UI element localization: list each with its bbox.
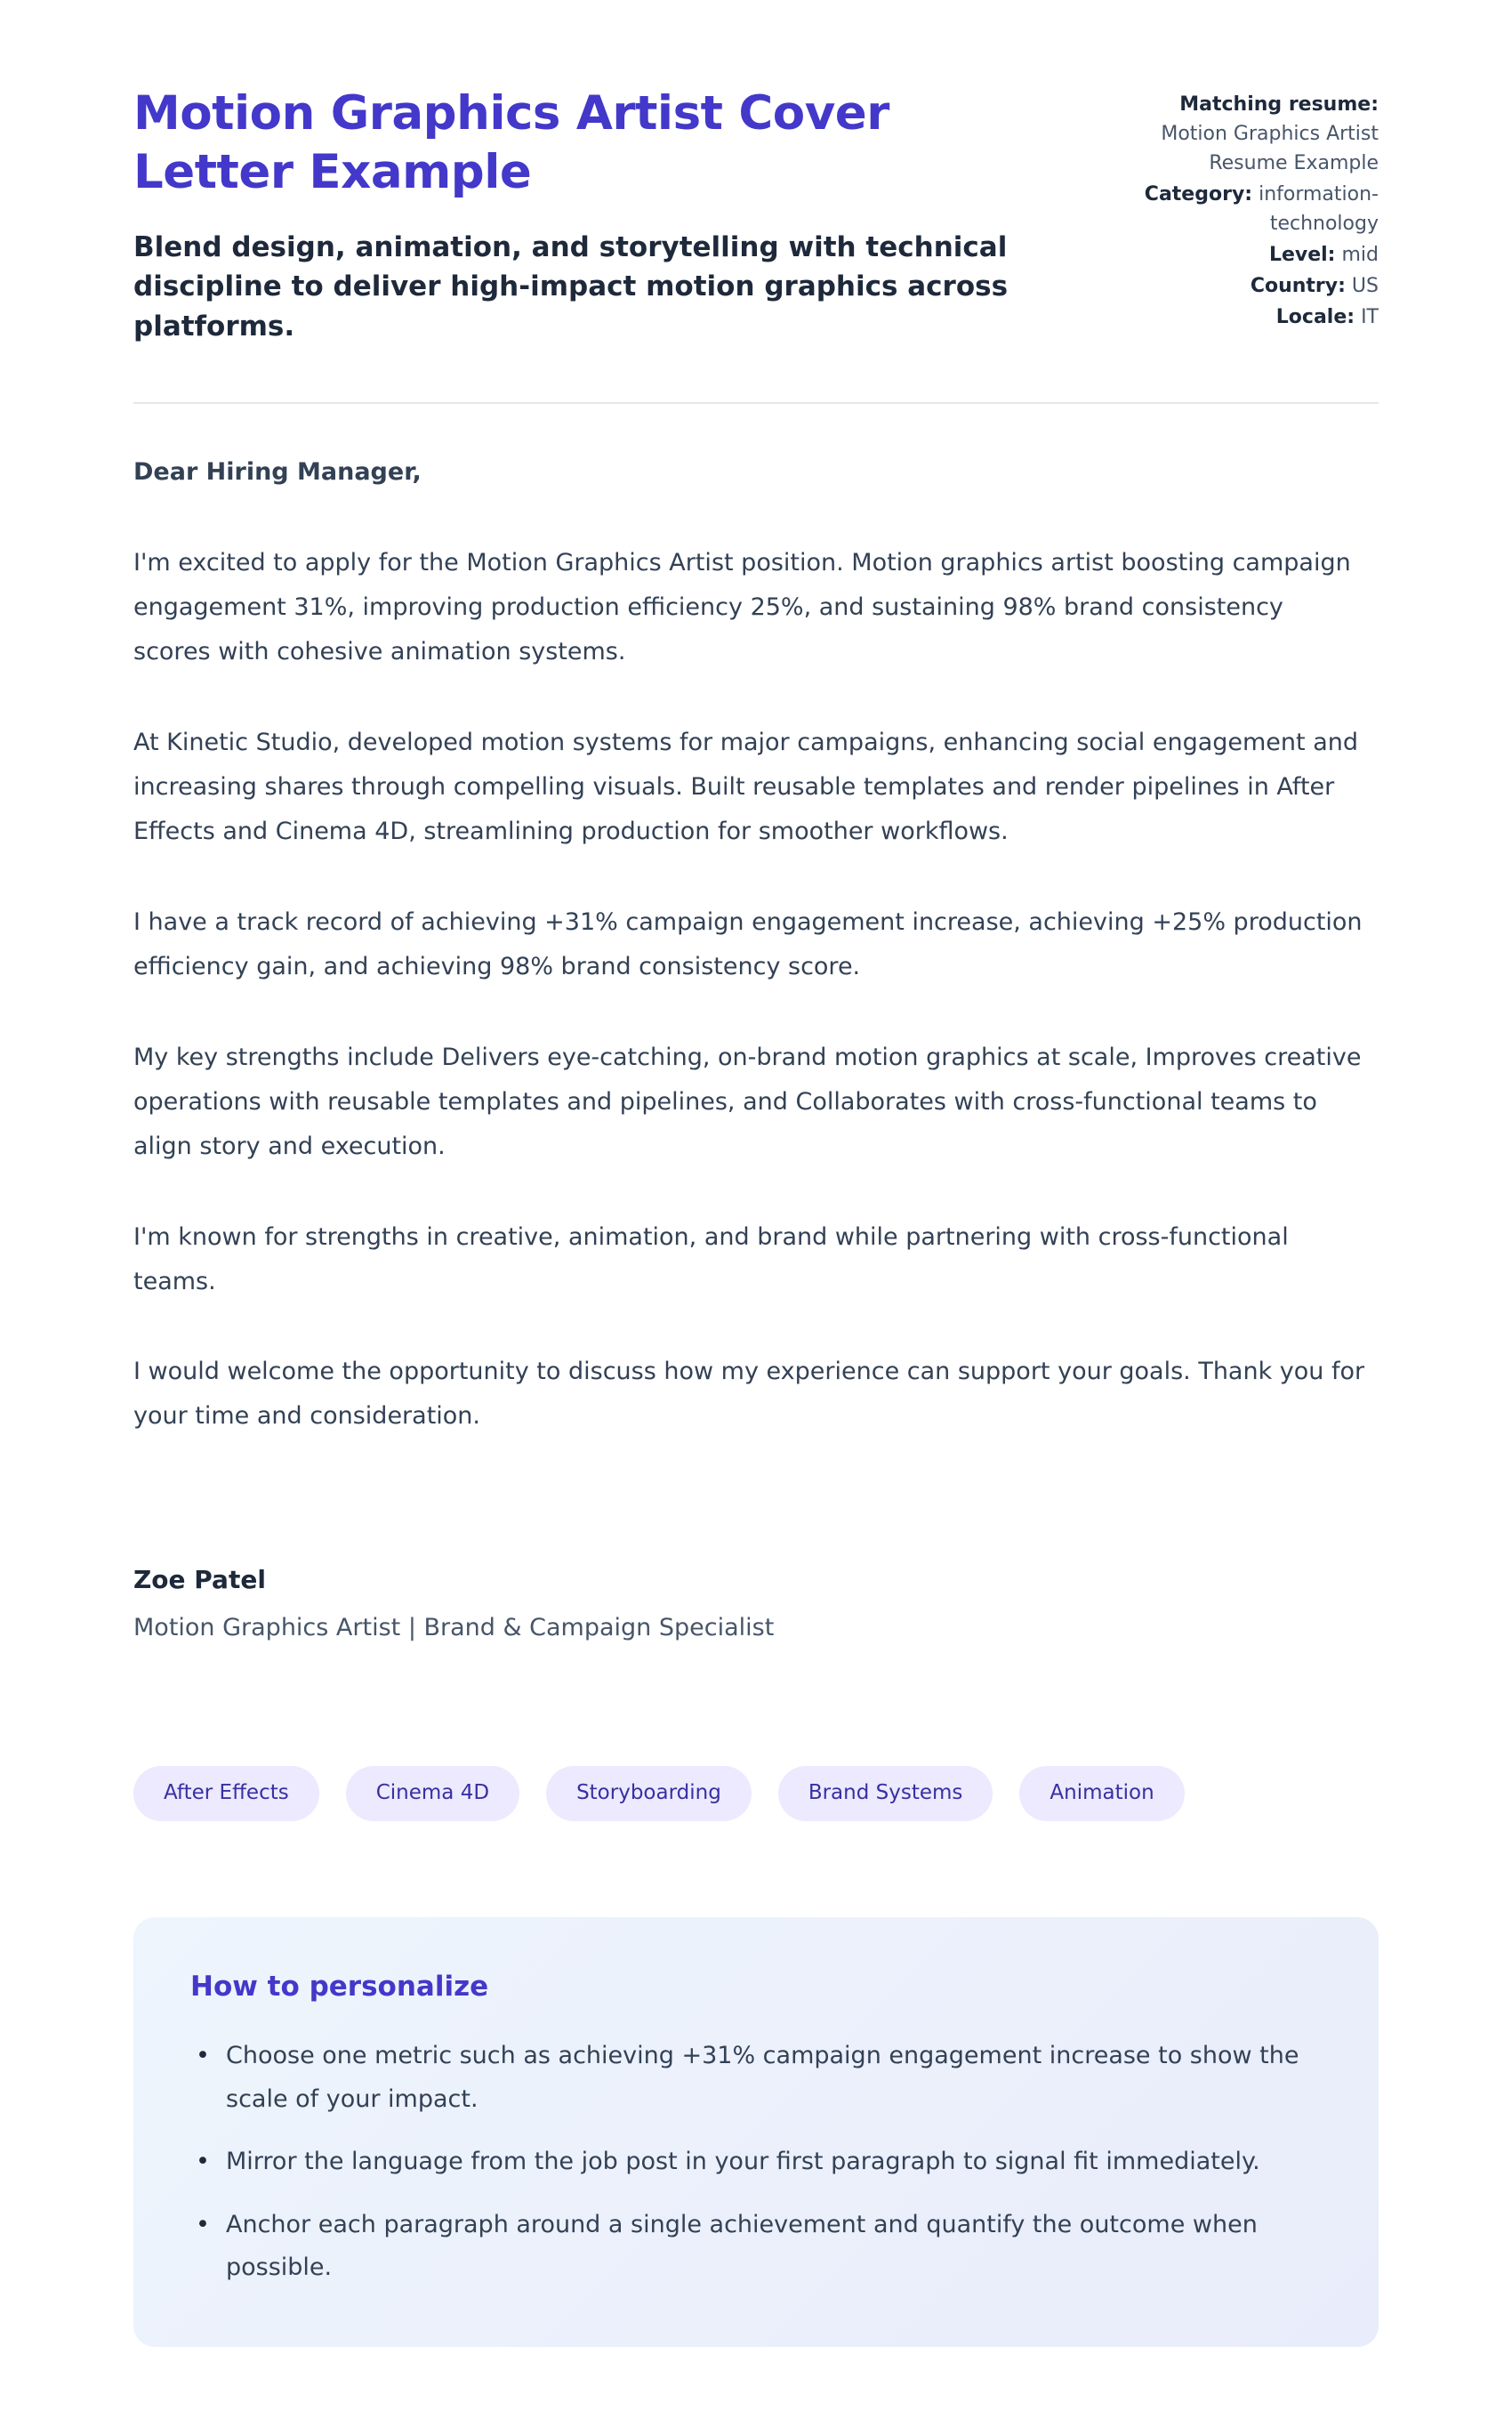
meta-country	[1112, 271, 1379, 301]
tip-item-3: • Anchor each paragraph around a single achievement and quantify the outcome when possible.	[190, 2204, 1322, 2290]
letter-paragraph: I'm known for strengths in creative, animation, and brand while partnering with cross-functional teams.	[133, 1222, 1289, 1295]
signature-name: Zoe Patel	[133, 1565, 266, 1595]
tag-animation: Animation	[1019, 1766, 1184, 1821]
skill-tags	[133, 1766, 1379, 1821]
cover-letter-body	[133, 450, 1365, 1641]
page-subtitle: Blend design, animation, and storytelling with technical discipline to deliver high-impact motion graphics across platforms.	[133, 230, 1009, 343]
meta-locale	[1112, 302, 1379, 332]
letter-paragraph: My key strengths include Delivers eye-catching, on-brand motion graphics at scale, Improves creative operations with reusable templates and pipelines, and Collaborates with cross-functional teams to align story and execution.	[133, 1043, 1362, 1160]
meta-value: US	[1351, 275, 1379, 297]
meta-label: Level:	[1268, 244, 1336, 266]
header-titles	[133, 85, 1032, 347]
tip-item-1: • Choose one metric such as achieving +31% campaign engagement increase to show the scale of your impact.	[190, 2035, 1322, 2121]
letter-paragraph: At Kinetic Studio, developed motion systems for major campaigns, enhancing social engagement and increasing shares through compelling visuals. Built reusable templates and render pipelines in After Effects and Cinema 4D, streamlining production for smoother workflows.	[133, 729, 1358, 845]
meta-label: Locale:	[1275, 306, 1355, 328]
meta-label: Matching resume:	[1179, 93, 1379, 116]
salutation: Dear Hiring Manager,	[133, 458, 422, 487]
meta-level	[1112, 240, 1379, 270]
meta-panel	[1112, 85, 1379, 334]
letter-paragraph: I would welcome the opportunity to discuss how my experience can support your goals. Thank you for your time and consideration.	[133, 1358, 1365, 1431]
tag-storyboarding: Storyboarding	[546, 1766, 752, 1821]
personalize-panel	[133, 1917, 1379, 2347]
meta-matching-resume	[1112, 90, 1379, 178]
meta-value: IT	[1361, 306, 1379, 328]
tag-brand-systems: Brand Systems	[778, 1766, 993, 1821]
meta-value: mid	[1341, 244, 1379, 266]
meta-category	[1112, 180, 1379, 238]
signature-role: Motion Graphics Artist | Brand & Campaign Specialist	[133, 1614, 775, 1642]
header	[133, 85, 1379, 347]
tip-item-2: • Mirror the language from the job post in your first paragraph to signal fit immediately.	[190, 2141, 1322, 2184]
tag-after-effects: After Effects	[133, 1766, 319, 1821]
letter-paragraph: I'm excited to apply for the Motion Graphics Artist position. Motion graphics artist boosting campaign engagement 31%, improving production efficiency 25%, and sustaining 98% brand consistency scores with cohesive animation systems.	[133, 549, 1351, 666]
meta-label: Country:	[1250, 275, 1346, 297]
page-title: Motion Graphics Artist Cover Letter Example	[133, 86, 889, 200]
tag-cinema-4d: Cinema 4D	[346, 1766, 519, 1821]
meta-value: information-technology	[1259, 183, 1379, 235]
signature-block	[133, 1565, 1365, 1641]
header-divider	[133, 402, 1379, 404]
personalize-title: How to personalize	[190, 1970, 489, 2003]
meta-label: Category:	[1144, 183, 1253, 206]
personalize-tip-list	[190, 2035, 1322, 2290]
letter-paragraph: I have a track record of achieving +31% campaign engagement increase, achieving +25% production efficiency gain, and achieving 98% brand consistency score.	[133, 907, 1363, 980]
meta-value: Motion Graphics Artist Resume Example	[1161, 123, 1379, 174]
